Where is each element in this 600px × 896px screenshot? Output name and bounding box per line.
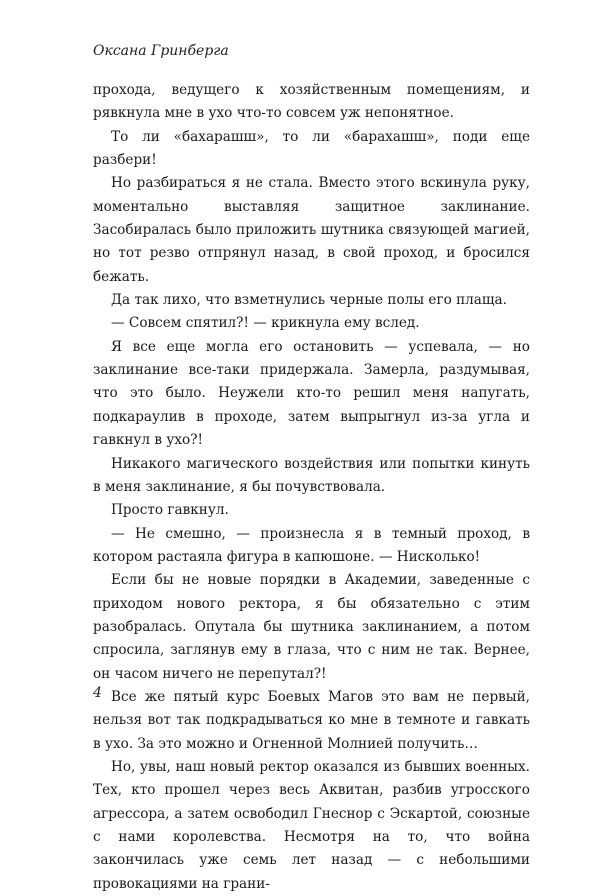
running-header-author: Оксана Гринберга	[93, 43, 229, 59]
paragraph: Я все еще могла его остановить — успевала, — но заклинание все-таки придержала. Замерла, раздумывая, что это было. Неужели кто-то решил меня напугать, подкараулив в проходе, затем выпрыгнул из-за угла и гавкнул в ухо?!	[93, 338, 530, 449]
paragraph: Если бы не новые порядки в Академии, заведенные с приходом нового ректора, я бы обязательно с этим разобралась. Опутала бы шутника заклинанием, а потом спросила, заглянув ему в глаза, что с ним не так. Вернее, он часом ничего не перепутал?!	[93, 572, 530, 682]
paragraph: — Совсем спятил?! — крикнула ему вслед.	[111, 315, 420, 332]
page-number: 4	[93, 685, 102, 701]
paragraph: То ли «бахарашш», то ли «барахашш», поди еще разбери!	[93, 128, 530, 169]
body-text	[93, 79, 530, 896]
paragraph: Но разбираться я не стала. Вместо этого вскинула руку, моментально выставляя защитное заклинание. Засобиралась было приложить шутника связующей магией, но тот резво отпрянул назад, в свой проход, и бросился бежать.	[93, 175, 530, 285]
paragraph: Никакого магического воздействия или попытки кинуть в меня заклинание, я бы почувствовала.	[93, 455, 530, 495]
paragraph: — Не смешно, — произнесла я в темный проход, в котором растаяла фигура в капюшоне. — Нисколько!	[93, 525, 530, 565]
paragraph: Просто гавкнул.	[111, 502, 229, 519]
paragraph: Но, увы, наш новый ректор оказался из бывших военных. Тех, кто прошел через весь Аквитан, разбив угросского агрессора, а затем освободил Гнеснор с Эскартой, союзные с нами королевства. Несмотря на то, что война закончилась уже семь лет назад — с небольшими провокациями на грани-	[93, 758, 530, 892]
paragraph: Да так лихо, что взметнулись черные полы его плаща.	[111, 292, 507, 309]
paragraph: проходa, ведущего к хозяйственным помещениям, и рявкнула мне в ухо что-то совсем уж непонятное.	[93, 82, 530, 122]
paragraph: Все же пятый курс Боевых Магов это вам не первый, нельзя вот так подкрадываться ко мне в темноте и гавкать в ухо. За это можно и Огненной Молнией получить…	[93, 688, 530, 752]
